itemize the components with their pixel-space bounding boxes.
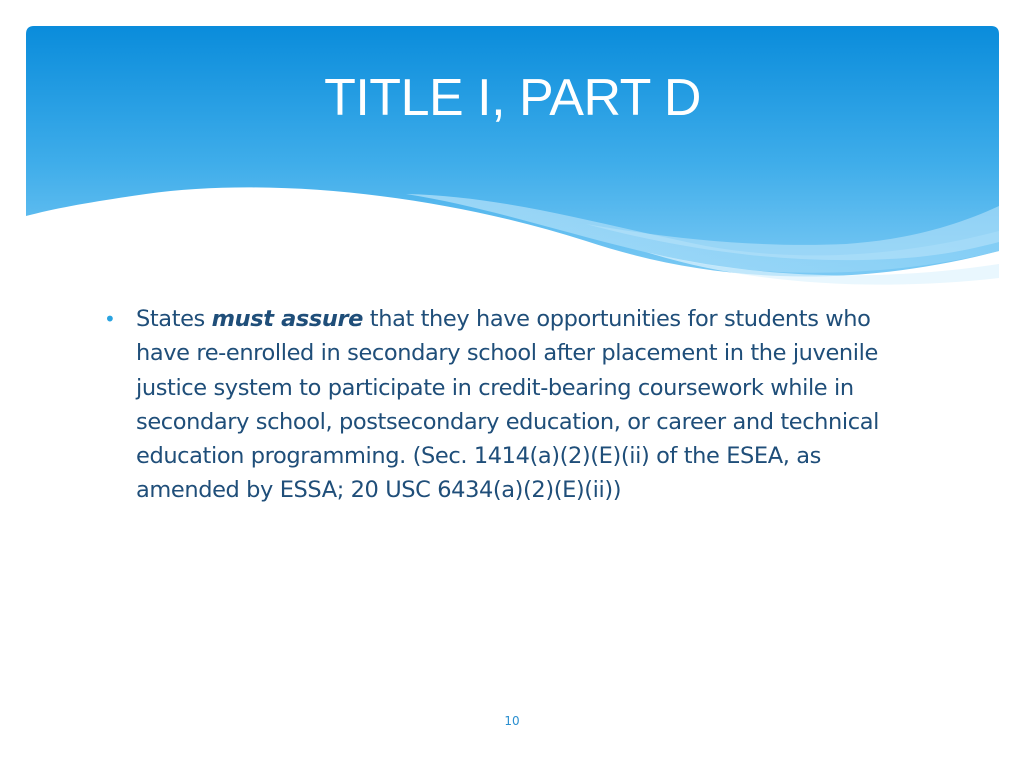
- header-banner: [26, 26, 999, 286]
- bullet-list: [100, 302, 930, 508]
- slide-content: [100, 302, 930, 508]
- wave-background: [26, 26, 999, 286]
- bullet-text-suffix: that they have opportunities for students who have re-enrolled in secondary school after placement in the juvenile justice system to participate in credit-bearing coursework while in secondary school, postsecondary education, or career and technical education programming. (Sec. 1414(a)(2)(E)(ii) of the ESEA, as amended by ESSA; 20 USC 6434(a)(2)(E)(ii)): [136, 306, 879, 504]
- bullet-text-emphasis: must assure: [211, 306, 364, 332]
- slide-title: TITLE I, PART D: [324, 69, 701, 127]
- page-number: 10: [504, 714, 520, 728]
- bullet-item: [100, 302, 930, 508]
- bullet-dot-icon: •: [104, 307, 116, 331]
- bullet-text-prefix: States: [136, 306, 212, 332]
